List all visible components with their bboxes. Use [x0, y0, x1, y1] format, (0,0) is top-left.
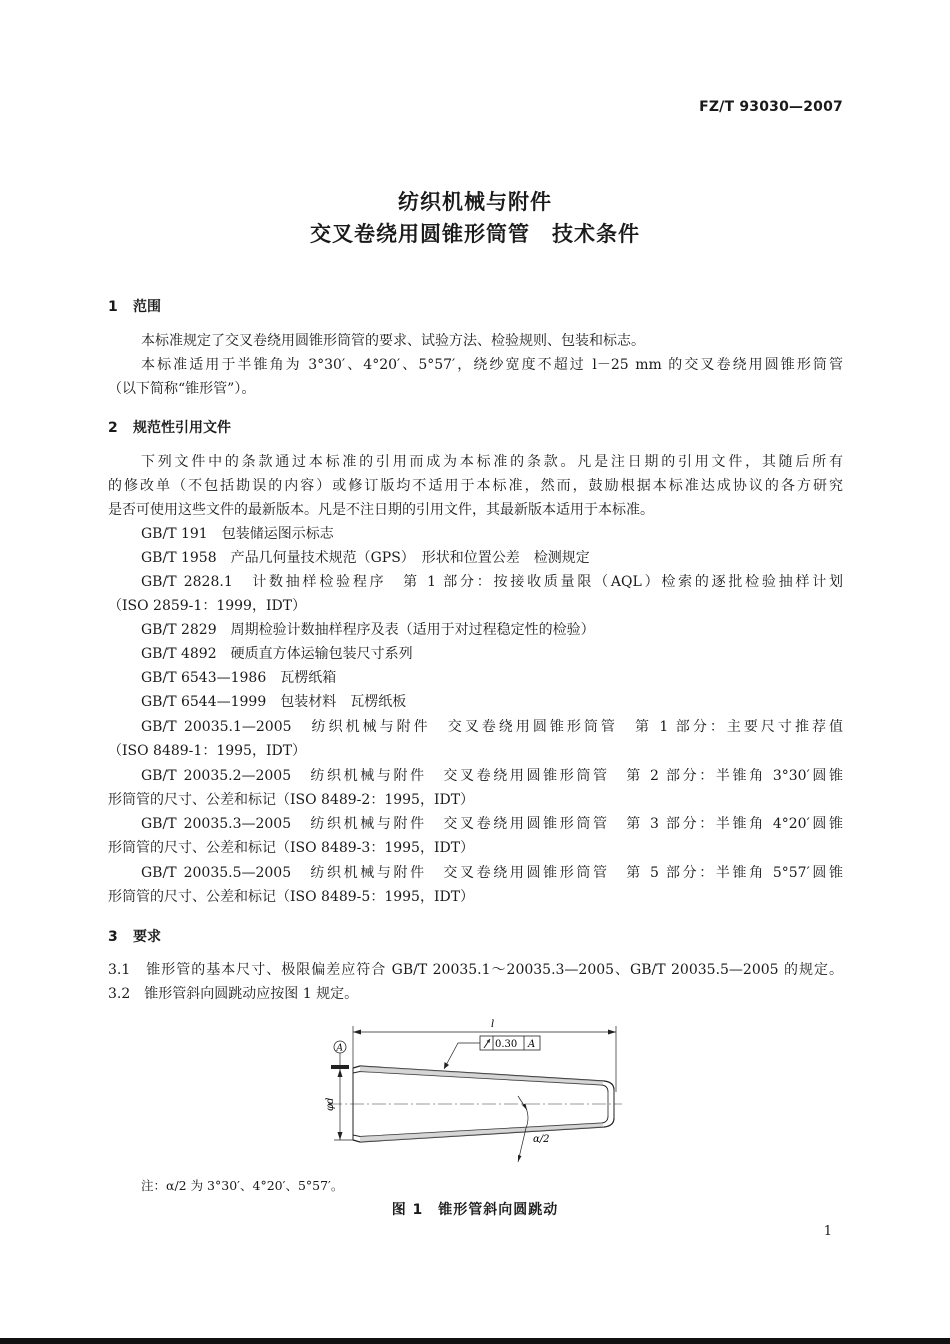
arrowhead [338, 1069, 343, 1077]
figure-caption: 图 1 锥形管斜向圆跳动 [391, 1202, 559, 1218]
clause-3-1: 3.1 锥形管的基本尺寸、极限偏差应符合 GB/T 20035.1～20035.3—2005、GB/T 20035.5—2005 的规定。 [108, 962, 843, 978]
section-title: 范围 [133, 299, 161, 315]
section-1-paragraph-1: 本标准规定了交叉卷绕用圆锥形筒管的要求、试验方法、检验规则、包装和标志。 [141, 333, 645, 349]
datum-triangle-base [331, 1065, 349, 1069]
document-title-line1: 纺织机械与附件 [398, 190, 552, 214]
section-title: 要求 [133, 929, 161, 945]
reference-item: GB/T 20035.1—2005 纺织机械与附件 交叉卷绕用圆锥形筒管 第 1 部分：主要尺寸推荐值 [141, 719, 843, 735]
section-2-intro-line3: 是否可使用这些文件的最新版本。凡是不注日期的引用文件，其最新版本适用于本标准。 [108, 502, 654, 518]
section-1-paragraph-2-line2: （以下简称“锥形管”）。 [108, 381, 256, 397]
tube-wall-top [360, 1066, 604, 1085]
reference-item: GB/T 6543—1986 瓦楞纸箱 [141, 670, 337, 686]
figure-1-drawing [300, 1012, 640, 1170]
section-number: 3 [108, 929, 118, 945]
section-number: 2 [108, 420, 118, 436]
reference-item-continued: 形筒管的尺寸、公差和标记（ISO 8489-3：1995，IDT） [108, 840, 475, 856]
angle-arc [526, 1108, 528, 1128]
reference-item-continued: （ISO 8489-1：1995，IDT） [108, 743, 307, 759]
bottom-border [0, 1338, 950, 1344]
reference-item: GB/T 20035.5—2005 纺织机械与附件 交叉卷绕用圆锥形筒管 第 5 部分：半锥角 5°57′圆锥 [141, 865, 843, 881]
tolerance-datum: A [528, 1039, 536, 1050]
reference-item: GB/T 2829 周期检验计数抽样程序及表（适用于对过程稳定性的检验） [141, 622, 595, 638]
section-title: 规范性引用文件 [133, 420, 231, 436]
reference-item: GB/T 1958 产品几何量技术规范（GPS） 形状和位置公差 检测规定 [141, 550, 590, 566]
section-3-heading [108, 926, 161, 946]
tube-wall-bottom [360, 1123, 604, 1142]
clause-3-2: 3.2 锥形管斜向圆跳动应按图 1 规定。 [108, 986, 359, 1002]
arrowhead [353, 1030, 361, 1035]
arrowhead [338, 1132, 343, 1140]
figure-note: 注：α/2 为 3°30′、4°20′、5°57′。 [141, 1178, 344, 1193]
reference-item-continued: 形筒管的尺寸、公差和标记（ISO 8489-5：1995，IDT） [108, 889, 475, 905]
section-2-heading [108, 417, 231, 437]
section-1-paragraph-2-line1: 本标准适用于半锥角为 3°30′、4°20′、5°57′，绕纱宽度不超过 l－25 mm 的交叉卷绕用圆锥形筒管 [141, 357, 843, 373]
page-number: 1 [823, 1224, 832, 1239]
document-title-line2: 交叉卷绕用圆锥形筒管 技术条件 [310, 222, 640, 246]
section-2-intro-line2: 的修改单（不包括勘误的内容）或修订版均不适用于本标准，然而，鼓励根据本标准达成协议的各方研究 [108, 478, 843, 494]
reference-item: GB/T 20035.2—2005 纺织机械与附件 交叉卷绕用圆锥形筒管 第 2 部分：半锥角 3°30′圆锥 [141, 768, 843, 784]
reference-item: GB/T 20035.3—2005 纺织机械与附件 交叉卷绕用圆锥形筒管 第 3 部分：半锥角 4°20′圆锥 [141, 816, 843, 832]
arrowhead [608, 1030, 616, 1035]
tolerance-value: 0.30 [495, 1039, 518, 1050]
label-alpha: α/2 [533, 1134, 550, 1145]
tolerance-leader [444, 1043, 480, 1069]
label-l: l [491, 1019, 495, 1030]
datum-label: A [336, 1043, 343, 1054]
reference-item: GB/T 2828.1 计数抽样检验程序 第 1 部分：按接收质量限（AQL）检索的逐批检验抽样计划 [141, 574, 843, 590]
section-2-intro-line1: 下列文件中的条款通过本标准的引用而成为本标准的条款。凡是注日期的引用文件，其随后所有 [141, 454, 843, 470]
reference-item-continued: 形筒管的尺寸、公差和标记（ISO 8489-2：1995，IDT） [108, 792, 475, 808]
reference-item: GB/T 6544—1999 包装材料 瓦楞纸板 [141, 694, 407, 710]
standard-number: FZ/T 93030—2007 [699, 99, 843, 115]
reference-item-continued: （ISO 2859-1：1999，IDT） [108, 598, 307, 614]
reference-item: GB/T 4892 硬质直方体运输包装尺寸系列 [141, 646, 413, 662]
section-number: 1 [108, 299, 118, 315]
label-phi-d: φd [325, 1097, 336, 1111]
section-1-heading [108, 296, 161, 316]
reference-item: GB/T 191 包装储运图示标志 [141, 526, 334, 542]
